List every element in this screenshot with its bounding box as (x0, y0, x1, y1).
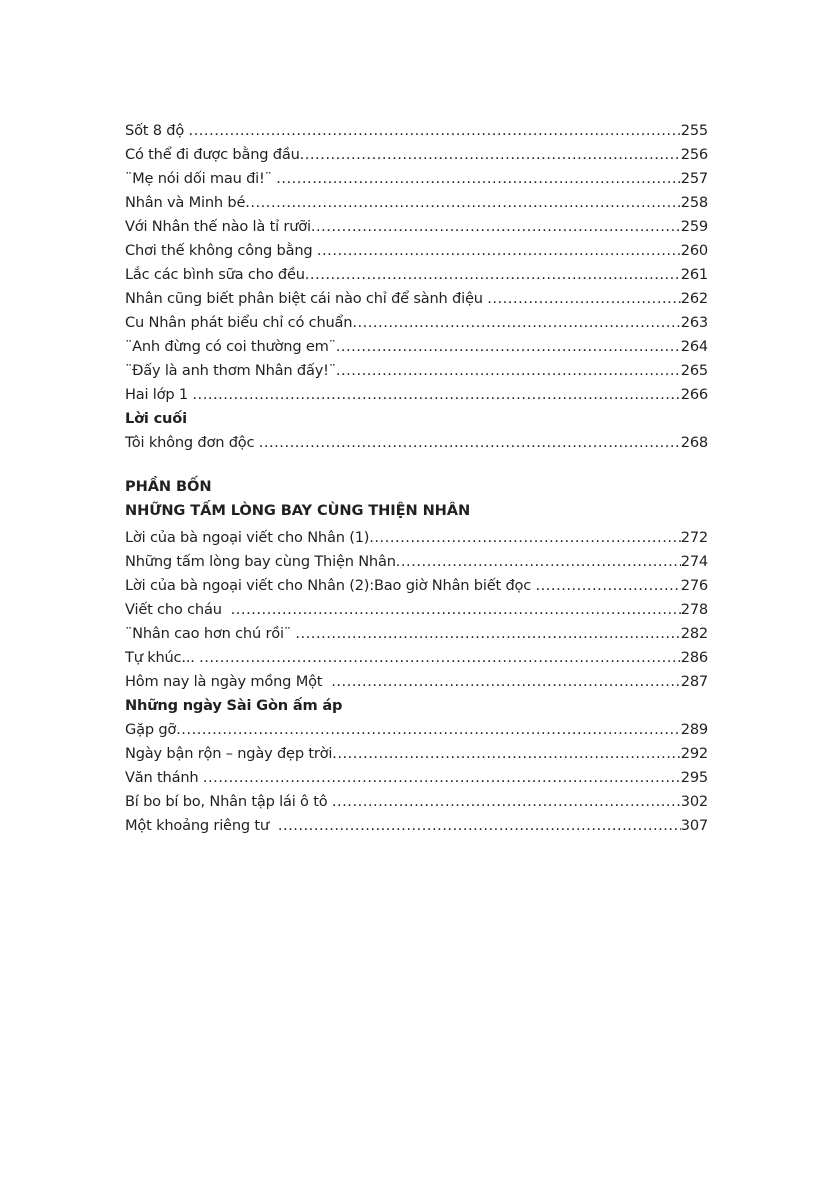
toc-entry-title: Hôm nay là ngày mồng Một (125, 673, 332, 690)
dot-leader (245, 191, 680, 215)
toc-entry-page: 256 (680, 146, 708, 163)
toc-entry (125, 167, 708, 191)
toc-entry-title: Lời của bà ngoại viết cho Nhân (1) (125, 529, 370, 546)
toc-entry-title: Có thể đi được bằng đầu (125, 146, 300, 163)
spacer (125, 455, 708, 475)
toc-entry-page: 274 (680, 553, 708, 570)
dot-leader (176, 718, 681, 742)
toc-entry (125, 335, 708, 359)
table-of-contents (125, 119, 708, 838)
dot-leader (295, 622, 680, 646)
dot-leader (276, 167, 681, 191)
dot-leader (352, 311, 680, 335)
toc-entry-page: 263 (680, 314, 708, 331)
dot-leader (369, 526, 680, 550)
toc-entry-page: 255 (680, 122, 708, 139)
toc-entry-title: Ngày bận rộn – ngày đẹp trời (125, 745, 333, 762)
toc-entry (125, 718, 708, 742)
toc-entry-title: Tôi không đơn độc (125, 434, 259, 451)
dot-leader (300, 143, 681, 167)
toc-entry-title: Lắc các bình sữa cho đều (125, 266, 305, 283)
toc-entry-page: 289 (680, 721, 708, 738)
toc-entry (125, 622, 708, 646)
toc-entry-page: 262 (680, 290, 708, 307)
toc-entry (125, 143, 708, 167)
toc-entry-page: 258 (680, 194, 708, 211)
toc-entry (125, 191, 708, 215)
toc-entry-title: Chơi thế không công bằng (125, 242, 317, 259)
toc-entry-page: 266 (680, 386, 708, 403)
toc-entry-page: 272 (680, 529, 708, 546)
toc-entry-title: Hai lớp 1 (125, 386, 193, 403)
dot-leader (192, 383, 680, 407)
toc-entry-title: Nhân và Minh bé (125, 194, 246, 211)
toc-entry-page: 302 (680, 793, 708, 810)
toc-entry (125, 574, 708, 598)
toc-entry-title: ¨Anh đừng có coi thường em¨ (125, 338, 336, 355)
toc-entry-page: 307 (680, 817, 708, 834)
section-heading: Lời cuối (125, 410, 187, 427)
dot-leader (396, 550, 681, 574)
toc-entry-title: Nhân cũng biết phân biệt cái nào chỉ để sành điệu (125, 290, 488, 307)
dot-leader (332, 742, 681, 766)
toc-entry (125, 215, 708, 239)
dot-leader (331, 670, 681, 694)
toc-entry (125, 119, 708, 143)
dot-leader (332, 790, 681, 814)
toc-entry-page: 278 (680, 601, 708, 618)
dot-leader (336, 359, 681, 383)
toc-entry (125, 239, 708, 263)
toc-entry-title: Với Nhân thế nào là tỉ rưỡi (125, 218, 311, 235)
dot-leader (259, 431, 681, 455)
dot-leader (199, 646, 681, 670)
toc-entry-page: 259 (680, 218, 708, 235)
toc-entry-title: Viết cho cháu (125, 601, 231, 618)
toc-entry-title: Lời của bà ngoại viết cho Nhân (2):Bao giờ Nhân biết đọc (125, 577, 536, 594)
toc-entry-page: 260 (680, 242, 708, 259)
part-title: PHẦN BỐN (125, 478, 212, 495)
part-subtitle: NHỮNG TẤM LÒNG BAY CÙNG THIỆN NHÂN (125, 502, 471, 519)
dot-leader (305, 263, 681, 287)
toc-entry-title: Gặp gỡ (125, 721, 177, 738)
toc-entry (125, 814, 708, 838)
toc-entry (125, 311, 708, 335)
toc-entry (125, 742, 708, 766)
toc-entry (125, 670, 708, 694)
toc-entry-page: 268 (680, 434, 708, 451)
toc-entry (125, 790, 708, 814)
dot-leader (336, 335, 681, 359)
dot-leader (487, 287, 681, 311)
toc-entry-title: Văn thánh (125, 769, 203, 786)
toc-entry-page: 292 (680, 745, 708, 762)
toc-entry-title: Bí bo bí bo, Nhân tập lái ô tô (125, 793, 332, 810)
toc-entry-page: 264 (680, 338, 708, 355)
toc-entry-title: ¨Mẹ nói dối mau đi!¨ (125, 170, 277, 187)
section-heading: Những ngày Sài Gòn ấm áp (125, 697, 343, 714)
toc-entry (125, 287, 708, 311)
toc-entry-title: Một khoảng riêng tư (125, 817, 278, 834)
toc-entry-title: ¨Nhân cao hơn chú rồi¨ (125, 625, 296, 642)
toc-entry-page: 276 (680, 577, 708, 594)
toc-entry-title: Cu Nhân phát biểu chỉ có chuẩn (125, 314, 353, 331)
toc-entry-title: Sốt 8 độ (125, 122, 189, 139)
dot-leader (317, 239, 681, 263)
toc-entry-page: 257 (680, 170, 708, 187)
toc-entry (125, 359, 708, 383)
dot-leader (278, 814, 681, 838)
toc-entry (125, 383, 708, 407)
toc-entry (125, 526, 708, 550)
toc-entry (125, 766, 708, 790)
toc-entry (125, 263, 708, 287)
toc-entry-page: 295 (680, 769, 708, 786)
dot-leader (189, 119, 681, 143)
dot-leader (203, 766, 681, 790)
toc-entry-page: 287 (680, 673, 708, 690)
toc-entry-page: 286 (680, 649, 708, 666)
toc-entry (125, 598, 708, 622)
toc-entry (125, 646, 708, 670)
toc-entry-page: 265 (680, 362, 708, 379)
toc-entry (125, 550, 708, 574)
toc-entry-title: Những tấm lòng bay cùng Thiện Nhân (125, 553, 396, 570)
toc-entry-page: 282 (680, 625, 708, 642)
toc-entry (125, 431, 708, 455)
toc-entry-title: ¨Đấy là anh thơm Nhân đấy!¨ (125, 362, 336, 379)
dot-leader (536, 574, 681, 598)
dot-leader (231, 598, 681, 622)
toc-entry-page: 261 (680, 266, 708, 283)
dot-leader (311, 215, 681, 239)
toc-entry-title: Tự khúc... (125, 649, 200, 666)
